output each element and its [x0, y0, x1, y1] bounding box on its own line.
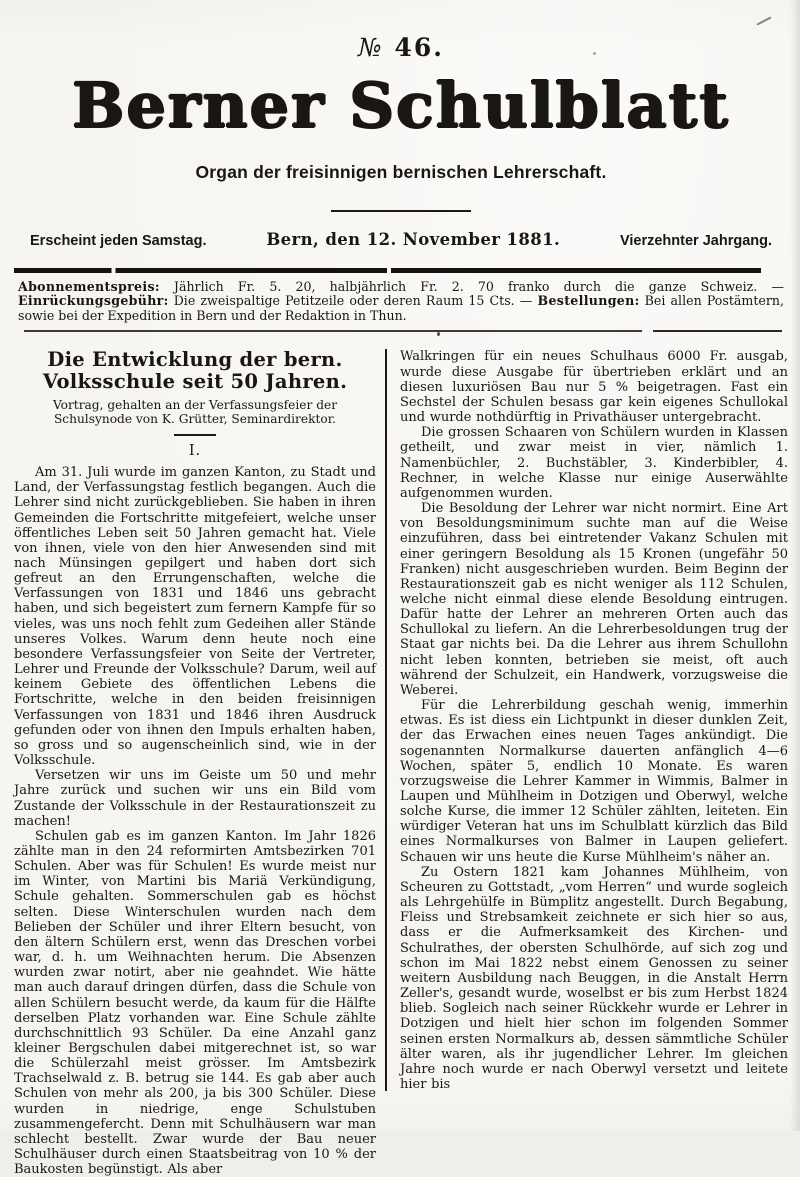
- infobar-label: Bestellungen:: [537, 293, 640, 309]
- article-paragraph: Zu Ostern 1821 kam Johannes Mühlheim, von Scheuren zu Gottstadt, „vom Herren“ und wurde sogleich als Lehrgehülfe in Bümplitz angestellt. Durch Begabung, Fleiss und Strebsamkeit zeichnete er sich hier so aus, dass er die Aufmerksamkeit des Kirchen- und Schulrathes, der obersten Schulhörde, auf sich zog und schon im Mai 1822 nebst einem Genossen zu seiner weitern Ausbildung nach Beuggen, in die Anstalt Herrn Zeller's, gesandt wurde, woselbst er bis zum Herbst 1824 blieb. Sogleich nach seiner Rückkehr wurde er Lehrer in Dotzigen und hielt hier schon im folgenden Sommer seinen ersten Normalkurs ab, dessen sämmtliche Schüler älter waren, als ihr jugendlicher Lehrer. Im gleichen Jahre noch wurde er nach Oberwyl versetzt und leitete hier bis: [400, 864, 788, 1092]
- masthead-title: Berner Schulblatt: [72, 69, 730, 142]
- dateline-frequency: Erscheint jeden Samstag.: [30, 233, 207, 249]
- dateline-volume: Vierzehnter Jahrgang.: [619, 233, 772, 249]
- subscription-info: Abonnementspreis: Jährlich Fr. 5. 20, halbjährlich Fr. 2. 70 franko durch die ganze Schweiz. — Einrückungsgebühr: Die zweispaltige Petitzeile oder deren Raum 15 Cts. — Bestellungen: Bei allen Postämtern, sowie bei der Expedition in Bern und der Redaktion in Thun.: [18, 278, 784, 323]
- infobar-label: Einrückungsgebühr:: [18, 293, 169, 309]
- masthead-rule: [331, 210, 471, 212]
- masthead-header: [14, 34, 788, 332]
- masthead-subtitle: Organ der freisinnigen bernischen Lehrerschaft.: [195, 162, 607, 182]
- scan-speck: [593, 52, 596, 55]
- header-rule-thin: [24, 330, 782, 332]
- article-paragraph: Schulen gab es im ganzen Kanton. Im Jahr 1826 zählte man in den 24 reformirten Amtsbezirken 701 Schulen. Aber was für Schulen! Es wurde meist nur im Winter, von Martini bis Mariä Verkündigung, Schule gehalten. Sommerschulen gab es höchst selten. Diese Winterschulen wurden nach dem Belieben der Schüler und ihrer Eltern besucht, von den ältern Schülern erst, wenn das Dreschen vorbei war, d. h. um Weihnachten herum. Die Absenzen wurden zwar notirt, aber nie geahndet. Wie hätte man auch darauf dringen dürfen, dass die Schule von allen Schülern besucht werde, da kaum für die Hälfte derselben Platz vorhanden war. Eine Schule zählte durchschnittlich 93 Schüler. Da eine Anzahl ganz kleiner Bergschulen dabei mitgerechnet ist, so war die Schülerzahl meist grösser. Im Amtsbezirk Trachselwald z. B. betrug sie 144. Es gab aber auch Schulen von mehr als 200, ja bis 300 Schüler. Diese wurden in niedrige, enge Schulstuben zusammengefercht. Denn mit Schulhäusern war man schlecht bestellt. Zwar wurde der Bau neuer Schulhäuser durch einen Staatsbeitrag von 10 % der Baukosten begünstigt. Als aber: [14, 828, 376, 1177]
- header-rule-thick: [14, 268, 788, 273]
- article-paragraph: Versetzen wir uns im Geiste um 50 und mehr Jahre zurück und suchen wir uns ein Bild vom Zustande der Volksschule in der Restaurationszeit zu machen!: [14, 768, 376, 829]
- section-numeral: I.: [188, 443, 202, 460]
- article-paragraph: Die grossen Schaaren von Schülern wurden in Klassen getheilt, und zwar meist in vier, nämlich 1. Namenbüchler, 2. Buchstäbler, 3. Kinderbibler, 4. Rechner, in welche Klasse nur einige Auserwählte aufgenommen wurden.: [400, 425, 788, 501]
- article-paragraph: Walkringen für ein neues Schulhaus 6000 Fr. ausgab, wurde diese Ausgabe für übertrieben erklärt und an diesen luxuriösen Bau nur 5 % beigetragen. Fast ein Sechstel der Schulen besass gar kein eigenes Schullokal und wurde nothdürftig in Privathäuser untergebracht.: [400, 349, 788, 426]
- article-byline: Vortrag, gehalten an der Verfassungsfeier der Schulsynode von K. Grütter, Seminardirektor.: [52, 398, 338, 427]
- scan-speck: [437, 332, 440, 336]
- issue-number: [14, 34, 788, 62]
- left-column: [14, 349, 376, 1177]
- byline-rule: [174, 434, 216, 436]
- dateline: [14, 230, 788, 249]
- dateline-place-date: Bern, den 12. November 1881.: [266, 230, 561, 249]
- left-column-body: [14, 465, 376, 1177]
- right-column: [400, 349, 788, 1177]
- scan-scratch-mark: [756, 16, 771, 25]
- infobar-label: Abonnementspreis:: [18, 278, 160, 294]
- article-columns: [14, 349, 788, 1177]
- article-title: Die Entwicklung der bern. Volksschule seit 50 Jahren.: [42, 348, 348, 394]
- article-paragraph: Die Besoldung der Lehrer war nicht normirt. Eine Art von Besoldungsminimum suchte man auf die Weise einzuführen, dass bei eintretender Vakanz Schulen mit einer geringern Besoldung als 15 Kronen (ungefähr 50 Franken) nicht ausgeschrieben wurden. Beim Beginn der Restaurationszeit gab es nicht weniger als 112 Schulen, welche nicht einmal diese elende Besoldung eintrugen. Dafür hatte der Lehrer an mehreren Orten auch das Schullokal zu liefern. An die Lehrerbesoldungen trug der Staat gar nichts bei. Da die Lehrer aus ihrem Schullohn nicht leben konnten, betrieben sie meist, oft auch während der Schulzeit, ein Handwerk, vorzugsweise die Weberei.: [400, 501, 788, 698]
- article-paragraph: Am 31. Juli wurde im ganzen Kanton, zu Stadt und Land, der Verfassungstag festlich begangen. Auch die Lehrer sind nicht zurückgeblieben. Sie haben in ihren Gemeinden die Fortschritte mitgefeiert, welche unser öffentliches Leben seit 50 Jahren gemacht hat. Viele von ihnen, viele von den hier Anwesenden sind mit nach Münsingen gepilgert und haben dort sich gefreut an den Errungenschaften, welche die Verfassungen von 1831 und 1846 uns gebracht haben, und sich begeistert zum fernern Kampfe für so vieles, was uns noch fehlt zum Gedeihen aller Stände unseres Volkes. Warum denn heute noch eine besondere Verfassungsfeier von Seite der Vertreter, Lehrer und Freunde der Volksschule? Darum, weil auf keinem Gebiete des öffentlichen Lebens die Fortschritte, welche in den beiden freisinnigen Verfassungen von 1831 und 1846 ihren Ausdruck gefunden oder von ihnen den Impuls erhalten haben, so gross und so augenscheinlich sind, wie in der Volksschule.: [14, 465, 376, 769]
- column-divider-rule: [385, 349, 387, 1091]
- article-paragraph: Für die Lehrerbildung geschah wenig, immerhin etwas. Es ist diess ein Lichtpunkt in dieser dunklen Zeit, der das Erwachen eines neuen Tages ankündigt. Die sogenannten Normalkurse dauerten anfänglich 4—6 Wochen, später 5, endlich 10 Monate. Es waren vorzugsweise die Lehrer Kammer in Wimmis, Balmer in Laupen und Mühlheim in Dotzigen und Oberwyl, welche solche Kurse, die immer 12 Schüler zählten, leiteten. Ein würdiger Veteran hat uns im Schulblatt kürzlich das Bild eines Normalkurses von Balmer in Laupen geliefert. Schauen wir uns heute die Kurse Mühlheim's näher an.: [400, 698, 788, 865]
- issue-number-value: 46.: [394, 33, 444, 62]
- numero-sign: №: [358, 33, 384, 62]
- right-column-body: [400, 349, 788, 1092]
